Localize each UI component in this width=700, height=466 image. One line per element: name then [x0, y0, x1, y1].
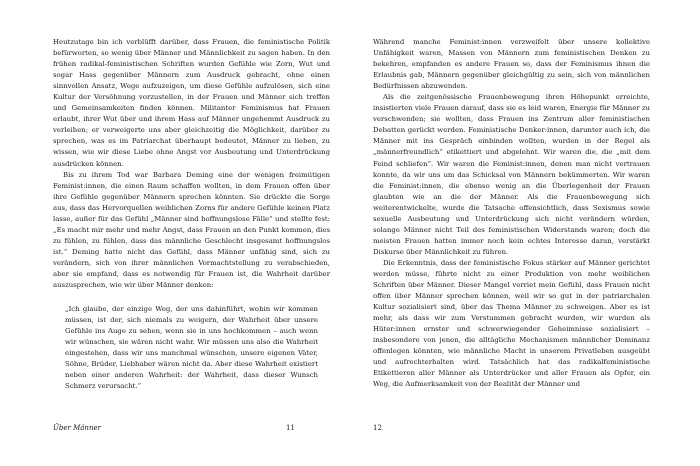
left-paragraph-1: Heutzutage bin ich verblüfft darüber, dass Frauen, die feministische Politik befürworten, so wenig über Männer und Männlichkeit zu sagen haben. In den frühen radikal-feministischen Schriften wurden Gefühle wie Zorn, Wut und sogar Hass gegenüber Männern zum Ausdruck gebracht, ohne einen sinnvollen Ansatz, Wege aufzuzeigen, um diese Gefühle aufzulösen, sich eine Kultur der Versöhnung vorzustellen, in der Frauen und Männer sich treffen und Gemeinsamkeiten finden können. Militanter Feminismus hat Frauen erlaubt, ihrer Wut über und ihrem Hass auf Männer ungehemmt Ausdruck zu verleihen; er verweigerte uns aber gleichzeitig die Möglichkeit, darüber zu sprechen, was es im Patriarchat überhaupt bedeutet, Männer zu lieben, zu wissen, wie wir diese Liebe ohne Angst vor Ausbeutung und Unterdrückung ausdrücken können. [53, 38, 330, 168]
left-paragraph-2: Bis zu ihrem Tod war Barbara Deming eine der wenigen freimütigen Feminist:innen, die einen Raum schaffen wollten, in dem Frauen offen über ihre Gefühle gegenüber Männern sprechen könnten. Sie drückte die Sorge aus, dass das Hervorquellen weiblichen Zorns für andere Gefühle keinen Platz lasse, außer für das Gefühl „Männer sind hoffnungslose Fälle“ und stellte fest: „Es macht mir mehr und mehr Angst, dass Frauen an den Punkt kommen, dies zu fühlen, zu fühlen, dass das männliche Geschlecht insgesamt hoffnungslos ist.“ Deming hatte nicht das Gefühl, dass Männer unfähig sind, sich zu verändern, sich von ihrer männlichen Vormachtstellung zu verabschieden, aber sie empfand, dass es notwendig für Frauen ist, die Wahrheit darüber auszusprechen, wie wir über Männer denken: [53, 170, 330, 290]
page-number-left: 11 [286, 424, 295, 432]
right-paragraph-1: Während manche Feminist:innen verzweifelt über unsere kollektive Unfähigkeit waren, Massen von Männern zum feministischen Denken zu bekehren, empfanden es andere Frauen so, dass der Feminismus ihnen die Erlaubnis gab, Männern gegenüber gleichgültig zu sein, sich von männlichen Bedürfnissen abzuwenden. [373, 38, 650, 91]
right-page [373, 37, 650, 391]
right-paragraph-2: Als die zeitgenössische Frauenbewegung ihren Höhepunkt erreichte, insistierten viele Frauen darauf, dass sie es leid waren, Energie für Männer zu verschwenden; sie wollten, dass Frauen ins Zentrum aller feministischen Debatten gerückt werden. Feministische Denker:innen, darunter auch ich, die Männer mit ins Gespräch einbinden wollten, wurden in der Regel als „männerfreundlich“ etikettiert und abgelehnt. Wir waren die, die „mit dem Feind schliefen“. Wir waren die Feminist:innen, denen man nicht vertrauen konnte, da wir uns um das Schicksal von Männern bekümmerten. Wir waren die Feminist:innen, die ebenso wenig an die Überlegenheit der Frauen glaubten wie an die der Männer. Als die Frauenbewegung sich weiterentwickelte, wurde die Tatsache offensichtlich, dass Sexismus sowie sexuelle Ausbeutung und Unterdrückung sich nicht verändern würden, solange Männer nicht Teil des feministischen Widerstands waren; doch die meisten Frauen hatten immer noch kein echtes Interesse daran, verstärkt Diskurse über Männlichkeit zu führen. [373, 93, 650, 256]
block-quote: „Ich glaube, der einzige Weg, der uns dahinführt, wohin wir kommen müssen, ist der, sich niemals zu weigern, der Wahrheit über unsere Gefühle ins Auge zu sehen, wenn sie in uns hochkommen – auch wenn wir wünschen, sie wären nicht wahr. Wir müssen uns also die Wahrheit eingestehen, dass wir uns manchmal wünschen, unsere eigenen Väter, Söhne, Brüder, Liebhaber wären nicht da. Aber diese Wahrheit existiert neben einer anderen Wahrheit: der Wahrheit, dass dieser Wunsch Schmerz verursacht.“ [65, 305, 318, 391]
right-paragraph-3: Die Erkenntnis, dass der feministische Fokus stärker auf Männer gerichtet werden müsse, führte nicht zu einer Produktion von mehr weiblichen Schriften über Männer. Dieser Mangel verriet mein Gefühl, dass Frauen nicht offen über Männer sprechen können, weil wir so gut in der patriarchalen Kultur sozialisiert sind, über das Thema Männer zu schweigen. Aber es ist mehr, als dass wir zum Verstummen gebracht wurden, wir wurden als Hüter:innen ernster und schwerwiegender Geheimnisse sozialisiert – insbesondere von jenen, die alltägliche Mechanismen männlicher Dominanz offenlegen könnten, wie männliche Macht in unserem Privatleben ausgeübt und aufrechterhalten wird. Tatsächlich hat das radikalfeministische Etikettieren aller Männer als Unterdrücker und aller Frauen als Opfer, ein Weg, die Aufmerksamkeit von der Realität der Männer und [373, 258, 650, 389]
running-footer-title: Über Männer [53, 424, 101, 432]
left-page [53, 37, 330, 392]
page-number-right: 12 [373, 424, 382, 432]
